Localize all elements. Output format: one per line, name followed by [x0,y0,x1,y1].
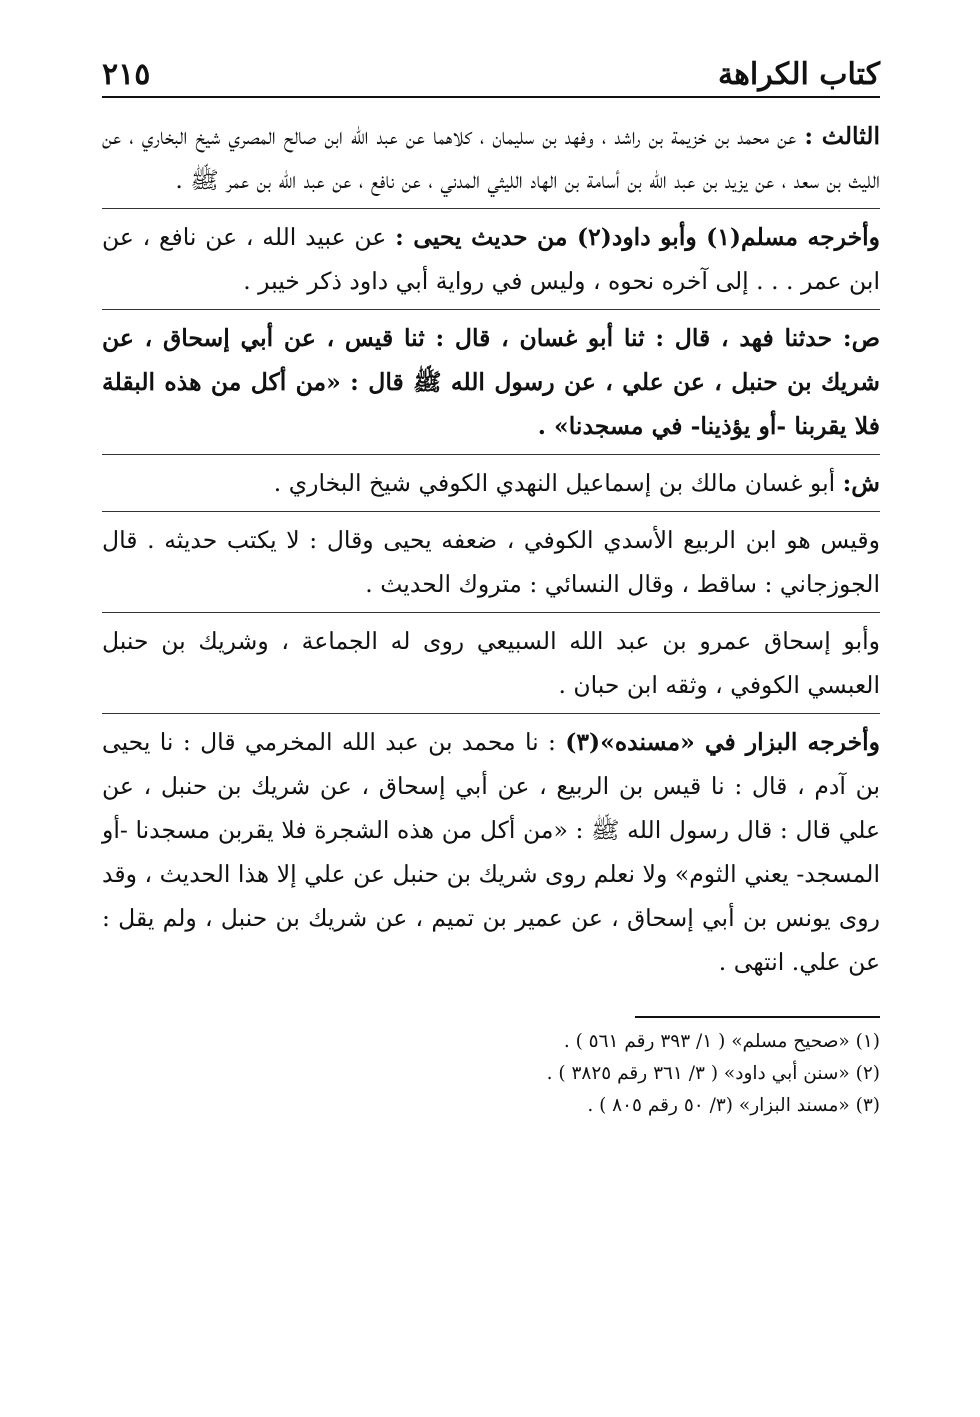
page-number: ٢١٥ [102,57,151,92]
paragraph-abu-ishaq [102,613,880,714]
paragraph-third [102,108,880,209]
paragraph-qays [102,512,880,613]
paragraph-text: عن عبيد الله ، عن نافع ، عن ابن عمر . . . إلى آخره نحوه ، وليس في رواية أبي داود ذكر خيبر . [102,223,880,295]
main-text [102,108,880,990]
paragraph-text: وقيس هو ابن الربيع الأسدي الكوفي ، ضعفه يحيى وقال : لا يكتب حديثه . قال الجوزجاني : ساقط ، وقال النسائي : متروك الحديث . [102,526,880,598]
paragraph-text: : نا محمد بن عبد الله المخرمي قال : نا يحيى بن آدم ، قال : نا قيس بن الربيع ، عن أبي إسحاق ، عن شريك بن حنبل ، عن علي قال : قال رسول الله ﷺ : «من أكل من هذه الشجرة فلا يقربن مسجدنا -أو المسجد- يعني الثوم» ولا نعلم روى شريك بن حنبل عن علي إلا هذا الحديث ، وقد روى يونس بن أبي إسحاق ، عن عمير بن تميم ، عن شريك بن حنبل ، ولم يقل : عن علي. انتهى . [102,728,880,976]
footnote-separator [635,1016,880,1018]
paragraph-muslim-abudawud [102,209,880,310]
paragraph-bazzar [102,714,880,990]
paragraph-lead: ص: حدثنا فهد ، قال : ثنا أبو غسان ، قال : ثنا قيس ، عن أبي إسحاق ، عن شريك بن حنبل ، عن علي ، عن رسول الله ﷺ قال : «من أكل من هذه البقلة فلا يقربنا -أو يؤذينا- في مسجدنا» . [102,324,880,440]
paragraph-lead: وأخرجه البزار في «مسنده»(٣) [565,728,880,756]
paragraph-lead: الثالث : [804,122,880,150]
paragraph-text: أبو غسان مالك بن إسماعيل النهدي الكوفي شيخ البخاري . [273,469,843,497]
footnotes [102,1026,880,1122]
paragraph-lead: ش: [842,469,880,497]
paragraph-matn [102,310,880,455]
paragraph-sharh [102,455,880,512]
footnote-item: (٢) «سنن أبي داود» ( ٣/ ٣٦١ رقم ٣٨٢٥ ) . [546,1063,880,1084]
book-title: كتاب الكراهة [718,57,880,92]
paragraph-lead: وأخرجه مسلم(١) وأبو داود(٢) من حديث يحيى : [395,223,880,251]
footnote-item: (٣) «مسند البزار» (٣/ ٥٠ رقم ٨٠٥ ) . [587,1095,880,1116]
footnote-item: (١) «صحيح مسلم» ( ١/ ٣٩٣ رقم ٥٦١ ) . [563,1031,880,1052]
paragraph-text: عن محمد بن خزيمة بن راشد ، وفهد بن سليمان ، كلاهما عن عبد الله ابن صالح المصري شيخ البخاري ، عن الليث بن سعد ، عن يزيد بن عبد الله بن أسامة بن الهاد الليثي المدني ، عن نافع ، عن عبد الله بن عمر ﷺ . [102,122,880,194]
paragraph-text: وأبو إسحاق عمرو بن عبد الله السبيعي روى له الجماعة ، وشريك بن حنبل العبسي الكوفي ، وثقه ابن حبان . [102,627,880,699]
page-header [102,0,880,98]
